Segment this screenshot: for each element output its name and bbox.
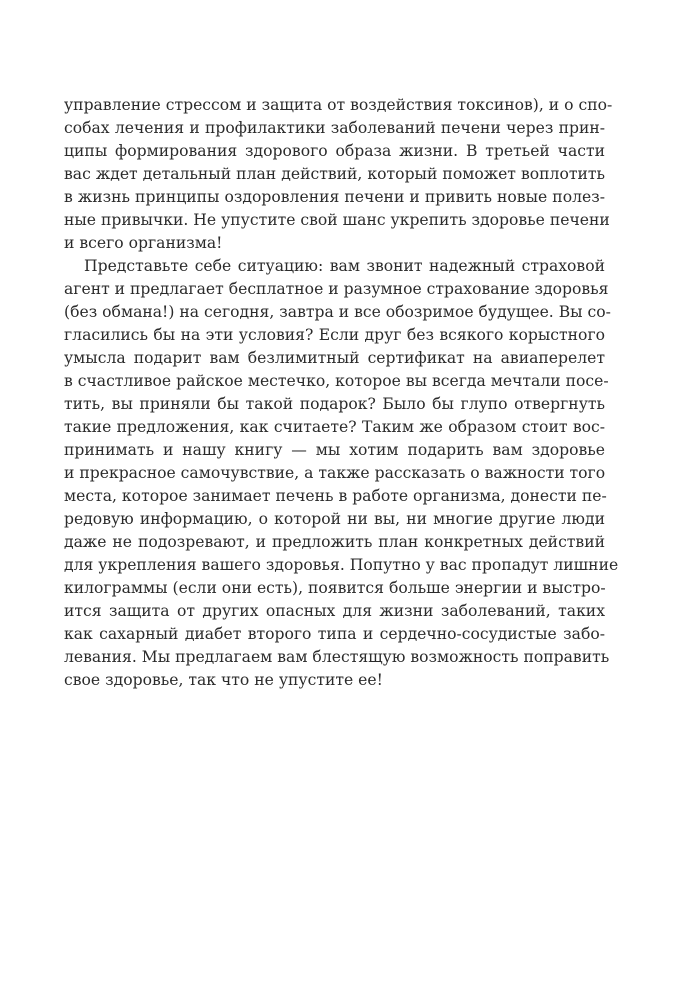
body-text: [64, 94, 619, 692]
text-line: принимать и нашу книгу — мы хотим подарить вам здоровье: [64, 441, 605, 459]
text-line: ится защита от других опасных для жизни заболеваний, таких: [64, 602, 605, 620]
text-line: собах лечения и профилактики заболеваний печени через прин-: [64, 119, 605, 137]
text-line: для укрепления вашего здоровья. Попутно у вас пропадут лишние: [64, 556, 619, 574]
text-line: и всего организма!: [64, 234, 223, 252]
text-line: ные привычки. Не упустите свой шанс укрепить здоровье печени: [64, 211, 610, 229]
text-line: вас ждет детальный план действий, который поможет воплотить: [64, 165, 605, 183]
text-line: свое здоровье, так что не упустите ее!: [64, 671, 383, 689]
text-line: умысла подарит вам безлимитный сертификат на авиаперелет: [64, 349, 605, 367]
text-line: (без обмана!) на сегодня, завтра и все обозримое будущее. Вы со-: [64, 303, 611, 321]
text-line: в жизнь принципы оздоровления печени и привить новые полез-: [64, 188, 605, 206]
paragraph-1: [64, 94, 613, 255]
text-line: в счастливое райское местечко, которое вы всегда мечтали посе-: [64, 372, 609, 390]
text-line: Представьте себе ситуацию: вам звонит надежный страховой: [84, 257, 605, 275]
paragraph-2: [64, 255, 619, 692]
text-line: места, которое занимает печень в работе организма, донести пе-: [64, 487, 607, 505]
text-line: гласились бы на эти условия? Если друг без всякого корыстного: [64, 326, 605, 344]
text-line: агент и предлагает бесплатное и разумное страхование здоровья: [64, 280, 609, 298]
text-line: даже не подозревают, и предложить план конкретных действий: [64, 533, 605, 551]
text-line: и прекрасное самочувствие, а также рассказать о важности того: [64, 464, 606, 482]
text-line: такие предложения, как считаете? Таким же образом стоит вос-: [64, 418, 605, 436]
text-line: как сахарный диабет второго типа и сердечно-сосудистые забо-: [64, 625, 605, 643]
text-line: левания. Мы предлагаем вам блестящую возможность поправить: [64, 648, 610, 666]
text-line: управление стрессом и защита от воздействия токсинов), и о спо-: [64, 96, 613, 114]
text-line: ципы формирования здорового образа жизни. В третьей части: [64, 142, 605, 160]
text-line: редовую информацию, о которой ни вы, ни многие другие люди: [64, 510, 605, 528]
text-line: килограммы (если они есть), появится больше энергии и выстро-: [64, 579, 606, 597]
text-line: тить, вы приняли бы такой подарок? Было бы глупо отвергнуть: [64, 395, 605, 413]
